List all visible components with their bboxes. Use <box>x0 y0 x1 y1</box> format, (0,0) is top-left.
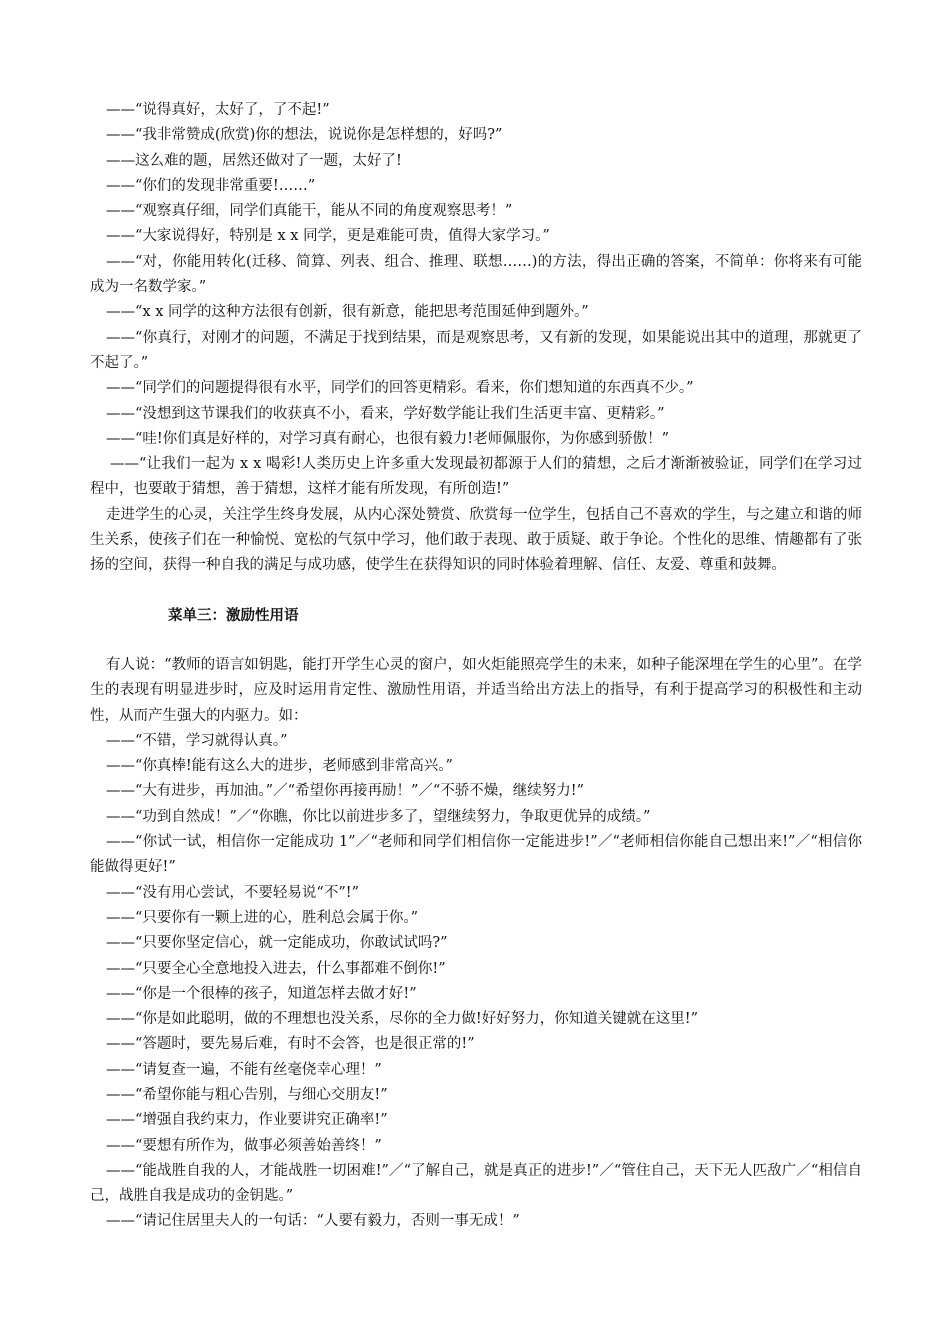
quote-line: ——“答题时，要先易后难，有时不会答，也是很正常的!” <box>106 1036 475 1053</box>
document-body <box>90 98 862 1235</box>
quote-line: ——“你试一试，相信你一定能成功 1”／“老师和同学们相信你一定能进步!”／“老师相信你能自己想出来!”／“相信你能做得更好!” <box>90 834 862 876</box>
quote-line: ——“要想有所作为，做事必须善始善终！” <box>106 1137 382 1154</box>
quote-line: ——“大家说得好，特别是 x x 同学，更是难能可贵，值得大家学习。” <box>106 228 550 245</box>
quote-line: ——“x x 同学的这种方法很有创新，很有新意，能把思考范围延伸到题外。” <box>106 304 589 321</box>
summary-paragraph: 走进学生的心灵，关注学生终身发展，从内心深处赞赏、欣赏每一位学生，包括自己不喜欢的学生，与之建立和谐的师生关系，使孩子们在一种愉悦、宽松的气氛中学习，他们敢于表现、敢于质疑、敢于争论。个性化的思维、情趣都有了张扬的空间，获得一种自我的满足与成功感，使学生在获得知识的同时体验着理解、信任、友爱、尊重和鼓舞。 <box>90 506 862 574</box>
section-spacer <box>90 629 862 653</box>
quote-line: ——“观察真仔细，同学们真能干，能从不同的角度观察思考！” <box>106 203 513 220</box>
quote-line: ——“你们的发现非常重要!……” <box>106 177 316 194</box>
section-spacer <box>90 579 862 604</box>
quote-line: ——“请复查一遍，不能有丝毫侥幸心理！” <box>106 1061 382 1078</box>
quote-line: ——“只要你坚定信心，就一定能成功，你敢试试吗?” <box>106 935 448 952</box>
quote-line: ——“功到自然成！”／“你瞧，你比以前进步多了，望继续努力，争取更优异的成绩。” <box>106 808 651 825</box>
quote-line: ——这么难的题，居然还做对了一题，太好了! <box>106 152 402 169</box>
quote-line: ——“增强自我约束力，作业要讲究正确率!” <box>106 1112 388 1129</box>
quote-line: ——“只要你有一颗上进的心，胜利总会属于你。” <box>106 909 419 926</box>
quote-line: ——“你真棒!能有这么大的进步，老师感到非常高兴。” <box>106 758 453 775</box>
quote-line: ——“你真行，对刚才的问题，不满足于找到结果，而是观察思考，又有新的发现，如果能说出其中的道理，那就更了不起了。” <box>90 329 862 371</box>
quote-line: ——“没想到这节课我们的收获真不小，看来，学好数学能让我们生活更丰富、更精彩。” <box>106 405 665 422</box>
section-heading: 菜单三：激励性用语 <box>168 607 299 624</box>
quote-line: ——“你是一个很棒的孩子，知道怎样去做才好!” <box>106 985 417 1002</box>
quote-line: ——“我非常赞成(欣赏)你的想法，说说你是怎样想的，好吗?” <box>106 127 503 144</box>
quote-line: ——“只要全心全意地投入进去，什么事都难不倒你!” <box>106 960 446 977</box>
quote-line: ——“希望你能与粗心告别，与细心交朋友!” <box>106 1086 388 1103</box>
quote-line: ——“同学们的问题提得很有水平，同学们的回答更精彩。看来，你们想知道的东西真不少。” <box>106 380 694 397</box>
quote-line: ——“请记住居里夫人的一句话：“人要有毅力，否则一事无成！” <box>106 1213 520 1230</box>
quote-line: ——“让我们一起为 x x 喝彩!人类历史上许多重大发现最初都源于人们的猜想，之后才渐渐被验证，同学们在学习过程中，也要敢于猜想，善于猜想，这样才能有所发现，有所创造!” <box>90 456 862 498</box>
quote-line: ——“哇!你们真是好样的，对学习真有耐心，也很有毅力!老师佩服你，为你感到骄傲！” <box>106 430 669 447</box>
quote-line: ——“没有用心尝试，不要轻易说“不”!” <box>106 884 359 901</box>
intro-paragraph: 有人说：“教师的语言如钥匙，能打开学生心灵的窗户，如火炬能照亮学生的未来，如种子能深埋在学生的心里”。在学生的表现有明显进步时，应及时运用肯定性、激励性用语，并适当给出方法上的指导，有利于提高学习的积极性和主动性，从而产生强大的内驱力。如： <box>90 656 862 724</box>
quote-line: ——“说得真好，太好了，了不起!” <box>106 102 330 118</box>
quote-line: ——“大有进步，再加油。”／“希望你再接再励！”／“不骄不燥，继续努力!” <box>106 783 585 800</box>
quote-line: ——“不错，学习就得认真。” <box>106 732 288 749</box>
quote-line: ——“你是如此聪明，做的不理想也没关系，尽你的全力做!好好努力，你知道关键就在这里!” <box>106 1011 698 1028</box>
quote-line: ——“能战胜自我的人，才能战胜一切困难!”／“了解自己，就是真正的进步!”／“管住自己，天下无人匹敌广／“相信自己，战胜自我是成功的金钥匙。” <box>90 1162 862 1205</box>
quote-line: ——“对，你能用转化(迁移、简算、列表、组合、推理、联想……)的方法，得出正确的答案，不简单：你将来有可能成为一名数学家。” <box>90 253 862 296</box>
